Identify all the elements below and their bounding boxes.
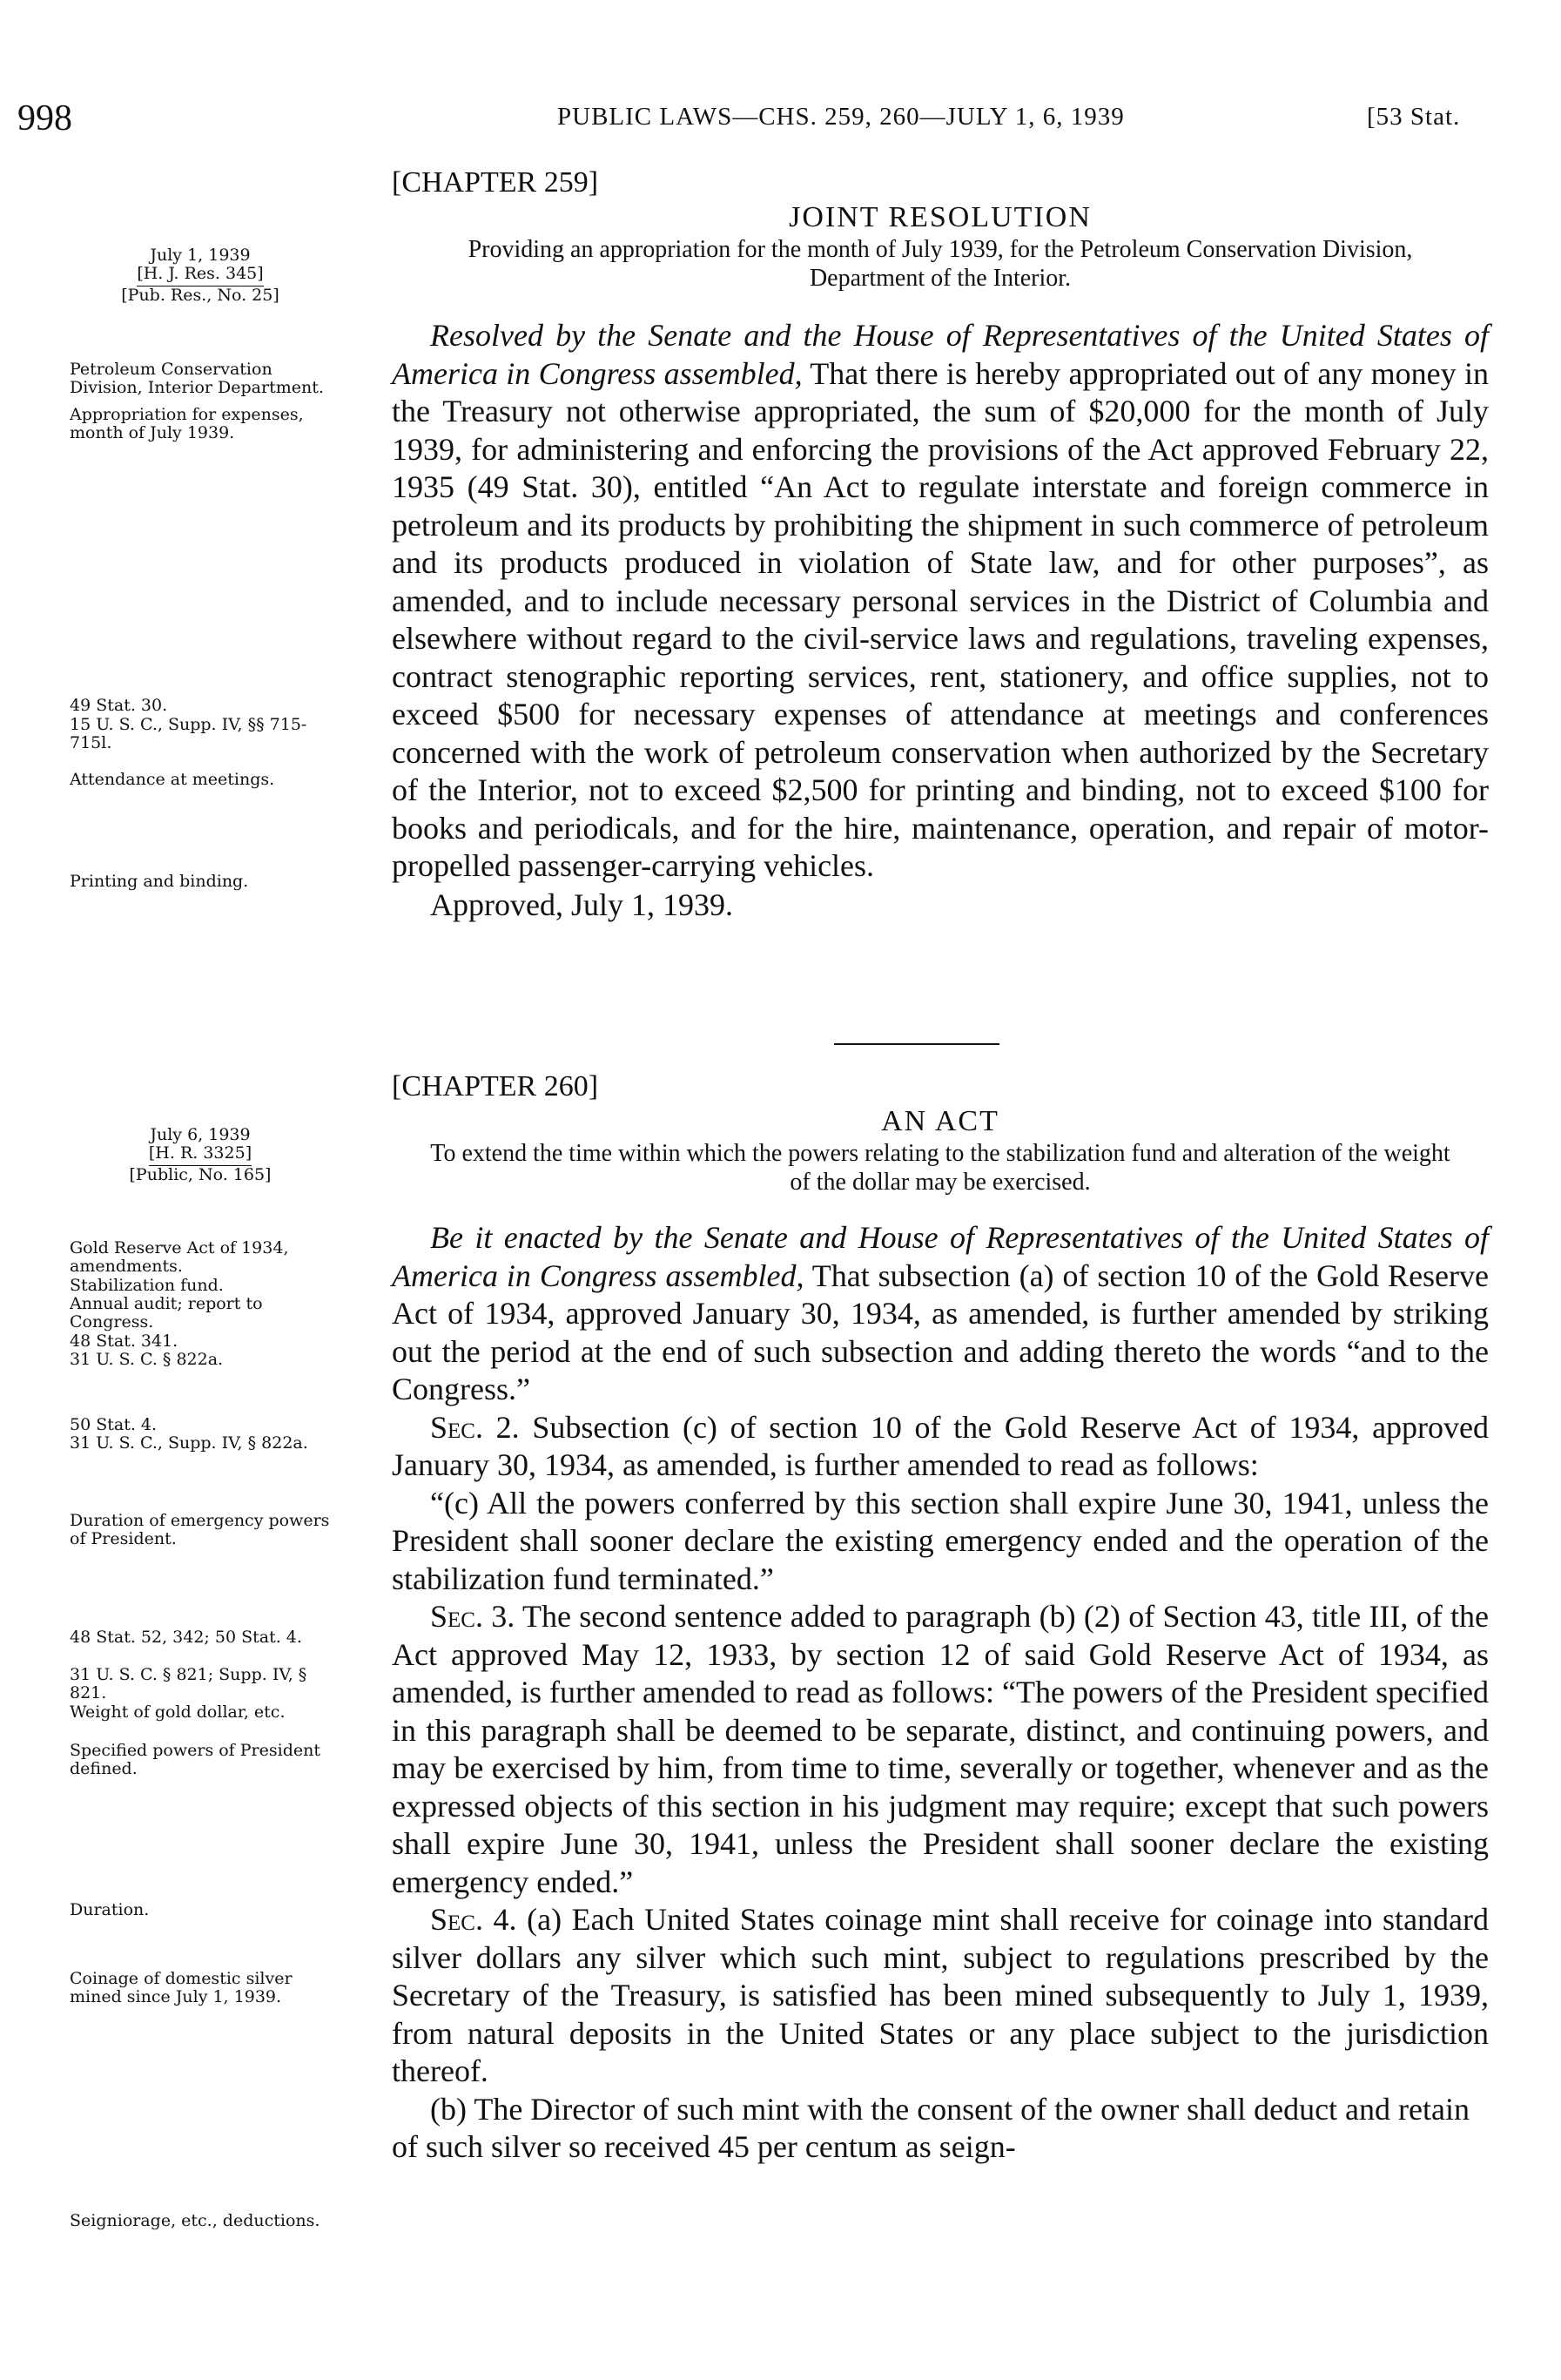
- margin-date: July 1, 1939: [150, 246, 251, 265]
- margin-note: Printing and binding.: [70, 872, 249, 891]
- section-2: [392, 1409, 1489, 1485]
- section-2-text: Subsection (c) of section 10 of the Gold Reserve Act of 1934, approved January 30, 1934, as amended, is further amended to read as follows:: [392, 1409, 1490, 1482]
- margin-note: Coinage of domestic silver mined since July 1, 1939.: [70, 1969, 293, 2006]
- margin-note: 48 Stat. 341.: [70, 1332, 178, 1351]
- resolution-text: That there is hereby appropriated out of any money in the Treasury not otherwise appropriated, the sum of $20,000 for the month of July 1939, for administering and enforcing the provisions of the Act approved February 22, 1935 (49 Stat. 30), entitled “An Act to regulate interstate and foreign commerce in petroleum and its products by prohibiting the shipment in such commerce of petroleum and its products produced in violation of State law, and for other purposes”, as amended, and to include necessary personal services in the District of Columbia and elsewhere without regard to the civil-service laws and regulations, traveling expenses, contract stenographic reporting services, rent, stationery, and office supplies, not to exceed $500 for necessary expenses of attendance at meetings and conferences concerned with the work of petroleum conservation when authorized by the Secretary of the Interior, not to exceed $2,500 for printing and binding, not to exceed $100 for books and periodicals, and for the hire, maintenance, operation, and repair of motor-propelled passenger-carrying vehicles.: [392, 355, 1489, 883]
- enacting-clause: Resolved by the Senate and the House of Representatives of the United States of America in Congress assembled,: [392, 318, 1489, 391]
- section-1: [392, 1219, 1489, 1409]
- section-4b: (b) The Director of such mint with the consent of the owner shall deduct and retain of such silver so received 45 per centum as seign-: [392, 2091, 1470, 2164]
- margin-note: 49 Stat. 30.: [70, 696, 168, 715]
- margin-note: Duration of emergency powers of President.: [70, 1511, 330, 1548]
- margin-date: July 6, 1939: [150, 1125, 251, 1144]
- section-3-label: Sec. 3.: [430, 1599, 515, 1634]
- margin-note: Specified powers of President defined.: [70, 1741, 320, 1778]
- section-4a-text: (a) Each United States coinage mint shall receive for coinage into standard silver dollars any silver which such mint, subject to regulations prescribed by the Secretary of the Treasury, is satisfied has been mined subsequently to July 1, 1939, from natural deposits in the United States or any place subject to the jurisdiction thereof.: [392, 1902, 1490, 2088]
- volume-reference: [53 Stat.: [1367, 103, 1461, 131]
- resolution-subtitle: Providing an appropriation for the month of July 1939, for the Petroleum Conservation Division, Department of the Interior.: [468, 236, 1413, 292]
- running-title: PUBLIC LAWS—CHS. 259, 260—JULY 1, 6, 1939: [557, 103, 1125, 131]
- chapter-divider: [834, 1043, 999, 1045]
- chapter-label: [CHAPTER 259]: [392, 166, 599, 199]
- section-4a: [392, 1901, 1489, 2091]
- page-number: 998: [17, 98, 72, 138]
- margin-pub: [Public, No. 165]: [129, 1165, 272, 1184]
- margin-note: Weight of gold dollar, etc.: [70, 1702, 286, 1722]
- section-4-label: Sec. 4.: [430, 1902, 517, 1937]
- margin-note: 31 U. S. C. § 822a.: [70, 1350, 224, 1369]
- section-3: [392, 1598, 1489, 1901]
- margin-bill: [H. R. 3325]: [149, 1144, 252, 1166]
- chapter-label: [CHAPTER 260]: [392, 1070, 599, 1102]
- margin-note: Stabilization fund.: [70, 1276, 224, 1295]
- margin-bill: [H. J. Res. 345]: [137, 265, 263, 287]
- margin-note: Petroleum Conservation Division, Interior Department.: [70, 360, 324, 397]
- margin-note: 15 U. S. C., Supp. IV, §§ 715-715l.: [70, 715, 307, 752]
- margin-ch260-citation: [70, 1126, 331, 1184]
- section-2-quote: “(c) All the powers conferred by this section shall expire June 30, 1941, unless the President shall sooner declare the existing emergency ended and the operation of the stabilization fund terminated.”: [392, 1485, 1489, 1596]
- margin-note: Annual audit; report to Congress.: [70, 1294, 263, 1332]
- resolution-body: [392, 317, 1489, 886]
- resolution-type: JOINT RESOLUTION: [789, 201, 1092, 233]
- approved-date: Approved, July 1, 1939.: [430, 887, 733, 922]
- margin-pub: [Pub. Res., No. 25]: [121, 286, 279, 305]
- section-3-text: The second sentence added to paragraph (b) (2) of Section 43, title III, of the Act approved May 12, 1933, by section 12 of said Gold Reserve Act of 1934, as amended, is further amended to read as follows: “The powers of the President specified in this paragraph shall be deemed to be separate, distinct, and continuing powers, and may be exercised by him, from time to time, severally or together, whenever and as the expressed objects of this section in his judgment may require; except that such powers shall expire June 30, 1941, unless the President shall sooner declare the existing emergency ended.”: [392, 1599, 1490, 1899]
- running-head: [0, 98, 1561, 141]
- margin-note: 48 Stat. 52, 342; 50 Stat. 4.: [70, 1628, 302, 1647]
- section-1-text: That subsection (a) of section 10 of the Gold Reserve Act of 1934, approved January 30, 1934, as amended, is further amended by striking out the period at the end of such subsection and adding thereto the words “and to the Congress.”: [392, 1257, 1489, 1406]
- enacting-clause: Be it enacted by the Senate and House of Representatives of the United States of America in Congress assembled,: [392, 1220, 1489, 1293]
- margin-note: 31 U. S. C. § 821; Supp. IV, § 821.: [70, 1665, 307, 1702]
- margin-note: Seigniorage, etc., deductions.: [70, 2211, 320, 2230]
- chapter-259: [392, 165, 1489, 924]
- margin-note: Gold Reserve Act of 1934, amendments.: [70, 1238, 289, 1276]
- act-subtitle: To extend the time within which the powers relating to the stabilization fund and alteration of the weight of the dollar may be exercised.: [430, 1140, 1450, 1196]
- act-type: AN ACT: [881, 1105, 999, 1137]
- margin-note: 50 Stat. 4.: [70, 1415, 158, 1434]
- margin-note: Duration.: [70, 1900, 150, 1919]
- margin-note: 31 U. S. C., Supp. IV, § 822a.: [70, 1433, 308, 1453]
- margin-ch259-citation: [70, 246, 331, 305]
- margin-note: Attendance at meetings.: [70, 770, 275, 789]
- section-2-label: Sec. 2.: [430, 1409, 520, 1445]
- margin-note: Appropriation for expenses, month of July 1939.: [70, 405, 304, 442]
- chapter-260: [392, 1069, 1489, 2167]
